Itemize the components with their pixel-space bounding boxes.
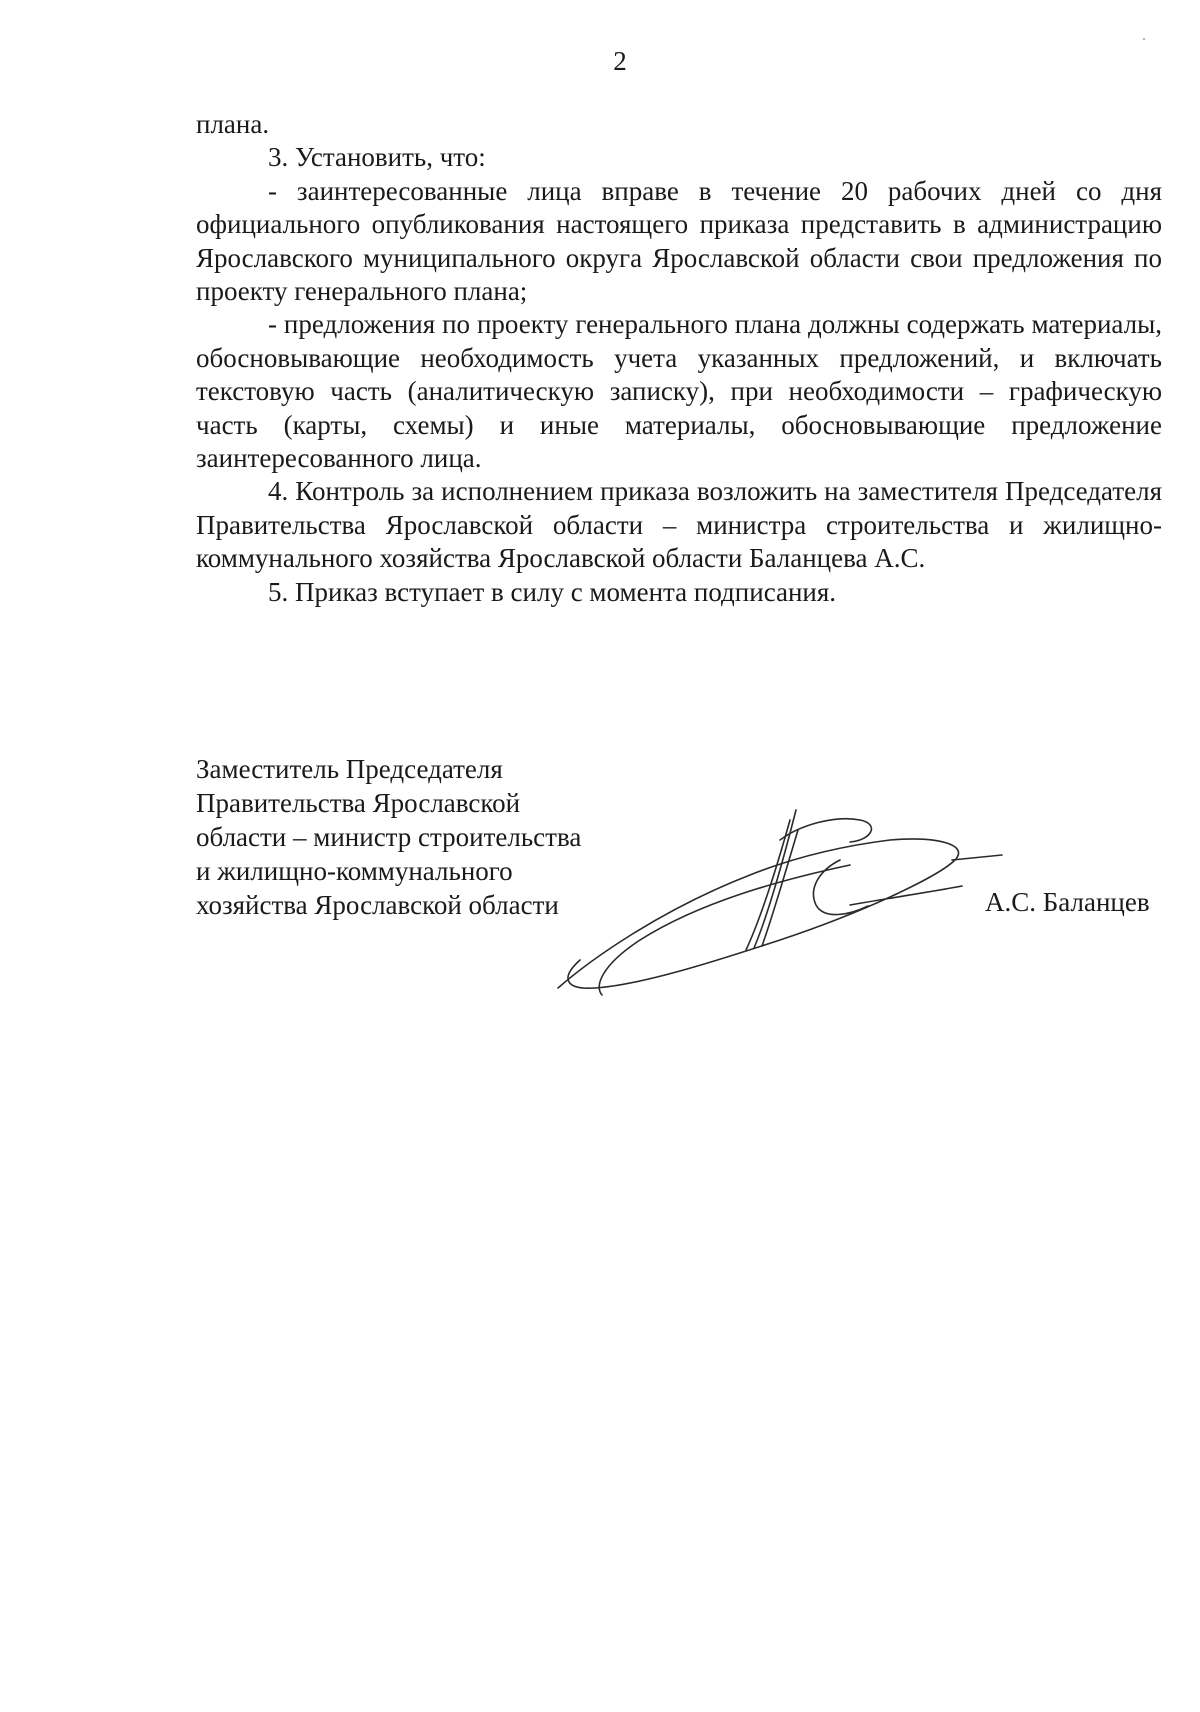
paragraph-proposals-deadline: - заинтересованные лица вправе в течение 20 рабочих дней со дня официального опубликования настоящего приказа представить в администрацию Ярославского муниципального округа Ярославской области свои предложения по проекту генерального плана; — [196, 175, 1162, 307]
signer-position-line: Правительства Ярославской — [196, 788, 521, 818]
signer-position — [196, 752, 581, 922]
handwritten-signature — [550, 800, 1010, 1010]
document-body — [196, 108, 1162, 609]
paragraph-item-4: 4. Контроль за исполнением приказа возложить на заместителя Председателя Правительства Ярославской области – министра строительства и жилищно-коммунального хозяйства Ярославской области Баланцева А.С. — [196, 476, 1162, 574]
signer-position-line: и жилищно-коммунального — [196, 856, 513, 886]
signer-position-line: хозяйства Ярославской области — [196, 890, 559, 920]
signer-position-line: области – министр строительства — [196, 822, 582, 852]
paragraph-item-3: 3. Установить, что: — [268, 142, 486, 173]
paragraph-item-5: 5. Приказ вступает в силу с момента подписания. — [268, 576, 837, 607]
signer-position-line: Заместитель Председателя — [196, 754, 503, 784]
scan-speck — [1143, 38, 1145, 40]
paragraph-proposals-content: - предложения по проекту генерального плана должны содержать материалы, обосновывающие необходимость учета указанных предложений, и включать текстовую часть (аналитическую записку), при необходимости – графическую часть (карты, схемы) и иные материалы, обосновывающие предложение заинтересованного лица. — [196, 309, 1162, 474]
page-number: 2 — [613, 46, 627, 76]
paragraph-continuation: плана. — [196, 109, 270, 139]
signer-name: А.С. Баланцев — [985, 887, 1150, 917]
